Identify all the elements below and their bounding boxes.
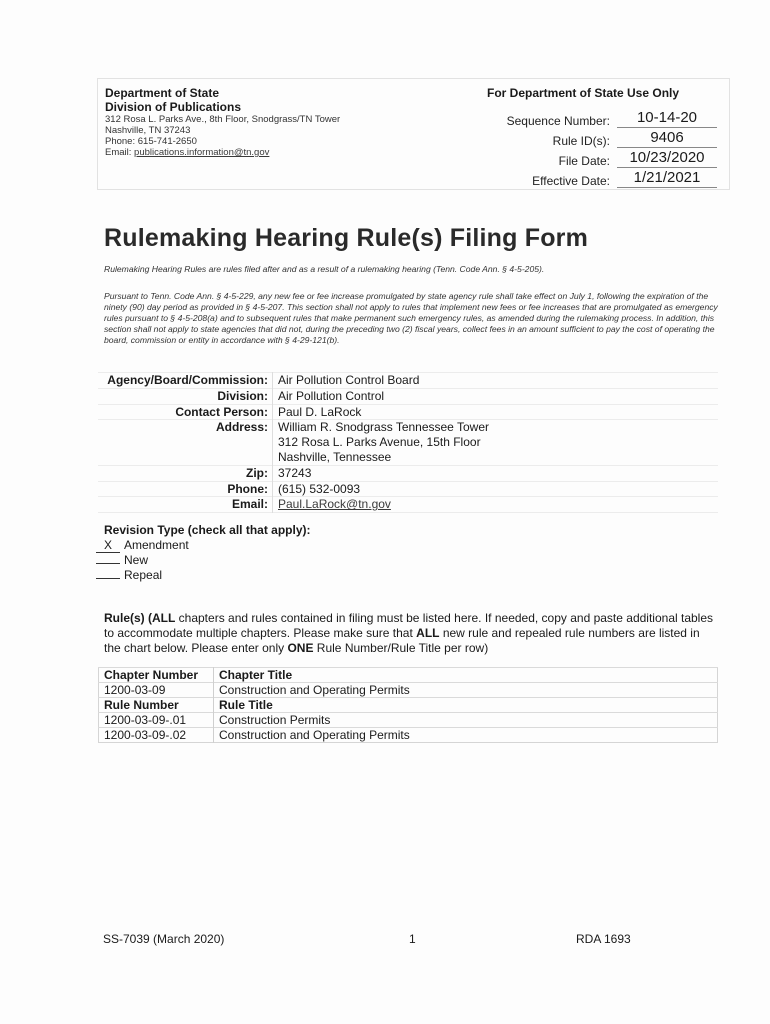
contact-email-cell (273, 497, 719, 513)
department-city: Nashville, TN 37243 (105, 125, 191, 136)
fee-statute-note: Pursuant to Tenn. Code Ann. § 4-5-229, any new fee or fee increase promulgated by state agency rule shall take effect on July 1, following the expiration of the ninety (90) day period as provided in § 4-5-207. This section shall not apply to rules that implement new fees or fee increases that are promulgated as emergency rules pursuant to § 4-5-208(a) and to subsequent rules that make permanent such emergency rules, as amended during the rulemaking process. In addition, this section shall not apply to state agencies that did not, during the preceding two (2) fiscal years, collect fees in an amount sufficient to pay the cost of operating the board, commission or entity in accordance with § 4-29-121(b). (104, 291, 718, 345)
zip-value: 37243 (278, 465, 312, 480)
agency-row (98, 373, 718, 389)
rules-text-3: Rule Number/Rule Title per row) (313, 641, 489, 655)
address-row (98, 420, 718, 465)
rules-table (98, 667, 718, 743)
contact-email-label: Email: (98, 497, 273, 513)
table-row (99, 713, 718, 728)
rule-title-cell: Construction Permits (214, 713, 718, 728)
new-checkmark[interactable] (96, 563, 120, 564)
phone-label: Phone: (98, 481, 273, 497)
division-label: Division: (98, 388, 273, 404)
all-emphasis-1: ALL (152, 611, 176, 625)
repeal-label: Repeal (124, 568, 163, 582)
rule-number-cell: 1200-03-09-.01 (99, 713, 214, 728)
agency-value: Air Pollution Control Board (278, 373, 420, 387)
division-row (98, 388, 718, 404)
rule-id-label: Rule ID(s): (552, 134, 610, 148)
chapter-number-cell: 1200-03-09 (99, 683, 214, 698)
intro-note: Rulemaking Hearing Rules are rules filed after and as a result of a rulemaking hearing (Tenn. Code Ann. § 4-5-205). (104, 264, 545, 274)
department-name: Department of State (105, 86, 220, 100)
repeal-checkmark[interactable] (96, 578, 120, 579)
zip-row (98, 465, 718, 481)
revision-type-title: Revision Type (check all that apply): (104, 523, 311, 537)
division-name: Division of Publications (105, 100, 242, 114)
rules-text-1: chapters and rules contained in filing must be listed here. If needed, copy and paste additional tables to accommodate multiple chapters. Please make sure that (104, 611, 714, 640)
file-date-value: 10/23/2020 (617, 149, 717, 168)
rule-header-row (99, 698, 718, 713)
contact-value: Paul D. LaRock (278, 404, 362, 419)
email-label: Email: (105, 147, 132, 158)
department-info (105, 86, 435, 158)
email-row (98, 497, 718, 513)
new-label: New (124, 553, 149, 567)
revision-option-repeal[interactable] (96, 568, 162, 583)
sequence-number-label: Sequence Number: (506, 114, 610, 128)
rules-prefix: Rule(s) ( (104, 611, 152, 625)
file-date-row (464, 149, 726, 169)
effective-date-row (464, 169, 726, 189)
chapter-title-header: Chapter Title (214, 668, 718, 683)
table-row (99, 728, 718, 743)
rda-number: RDA 1693 (576, 932, 631, 946)
sequence-number-row (464, 109, 726, 129)
agency-info-table (98, 372, 718, 513)
chapter-header-row (99, 668, 718, 683)
one-emphasis: ONE (287, 641, 314, 655)
amendment-checkmark[interactable]: X (96, 539, 120, 553)
department-email-line (105, 147, 435, 158)
phone-value: (615) 532-0093 (278, 481, 361, 496)
contact-row (98, 404, 718, 420)
page-number: 1 (409, 932, 416, 946)
form-number: SS-7039 (March 2020) (103, 932, 225, 946)
contact-email-link[interactable]: Paul.LaRock@tn.gov (278, 497, 391, 512)
rule-number-cell: 1200-03-09-.02 (99, 728, 214, 743)
file-date-label: File Date: (558, 154, 610, 168)
address-line-3: Nashville, Tennessee (278, 449, 392, 464)
chapter-number-header: Chapter Number (99, 668, 214, 683)
rule-id-row (464, 129, 726, 149)
rule-title-header: Rule Title (214, 698, 718, 713)
phone-row (98, 481, 718, 497)
state-use-title: For Department of State Use Only (487, 86, 680, 100)
department-address: 312 Rosa L. Parks Ave., 8th Floor, Snodgrass/TN Tower (105, 114, 341, 125)
revision-option-amendment[interactable] (96, 538, 189, 553)
effective-date-label: Effective Date: (532, 174, 610, 188)
form-title: Rulemaking Hearing Rule(s) Filing Form (104, 224, 589, 252)
address-value (273, 420, 719, 465)
all-emphasis-2: ALL (416, 626, 440, 640)
division-value: Air Pollution Control (278, 388, 385, 403)
address-line-1: William R. Snodgrass Tennessee Tower (278, 420, 489, 435)
department-email-link[interactable]: publications.information@tn.gov (134, 147, 270, 158)
address-line-2: 312 Rosa L. Parks Avenue, 15th Floor (278, 435, 481, 450)
effective-date-value: 1/21/2021 (617, 169, 717, 188)
revision-option-new[interactable] (96, 553, 148, 568)
contact-label: Contact Person: (98, 404, 273, 420)
chapter-title-cell: Construction and Operating Permits (214, 683, 718, 698)
rule-id-value: 9406 (617, 129, 717, 148)
header-box (97, 78, 730, 190)
amendment-label: Amendment (124, 538, 189, 552)
rule-number-header: Rule Number (99, 698, 214, 713)
zip-label: Zip: (98, 465, 273, 481)
sequence-number-value: 10-14-20 (617, 109, 717, 128)
address-label: Address: (98, 420, 273, 465)
rules-text-2: new rule and repealed rule numbers are listed in the chart below. Please enter only (104, 626, 700, 655)
chapter-row (99, 683, 718, 698)
rules-instructions (104, 611, 716, 656)
agency-label: Agency/Board/Commission: (98, 373, 273, 389)
rule-title-cell: Construction and Operating Permits (214, 728, 718, 743)
department-phone: Phone: 615-741-2650 (105, 136, 197, 147)
